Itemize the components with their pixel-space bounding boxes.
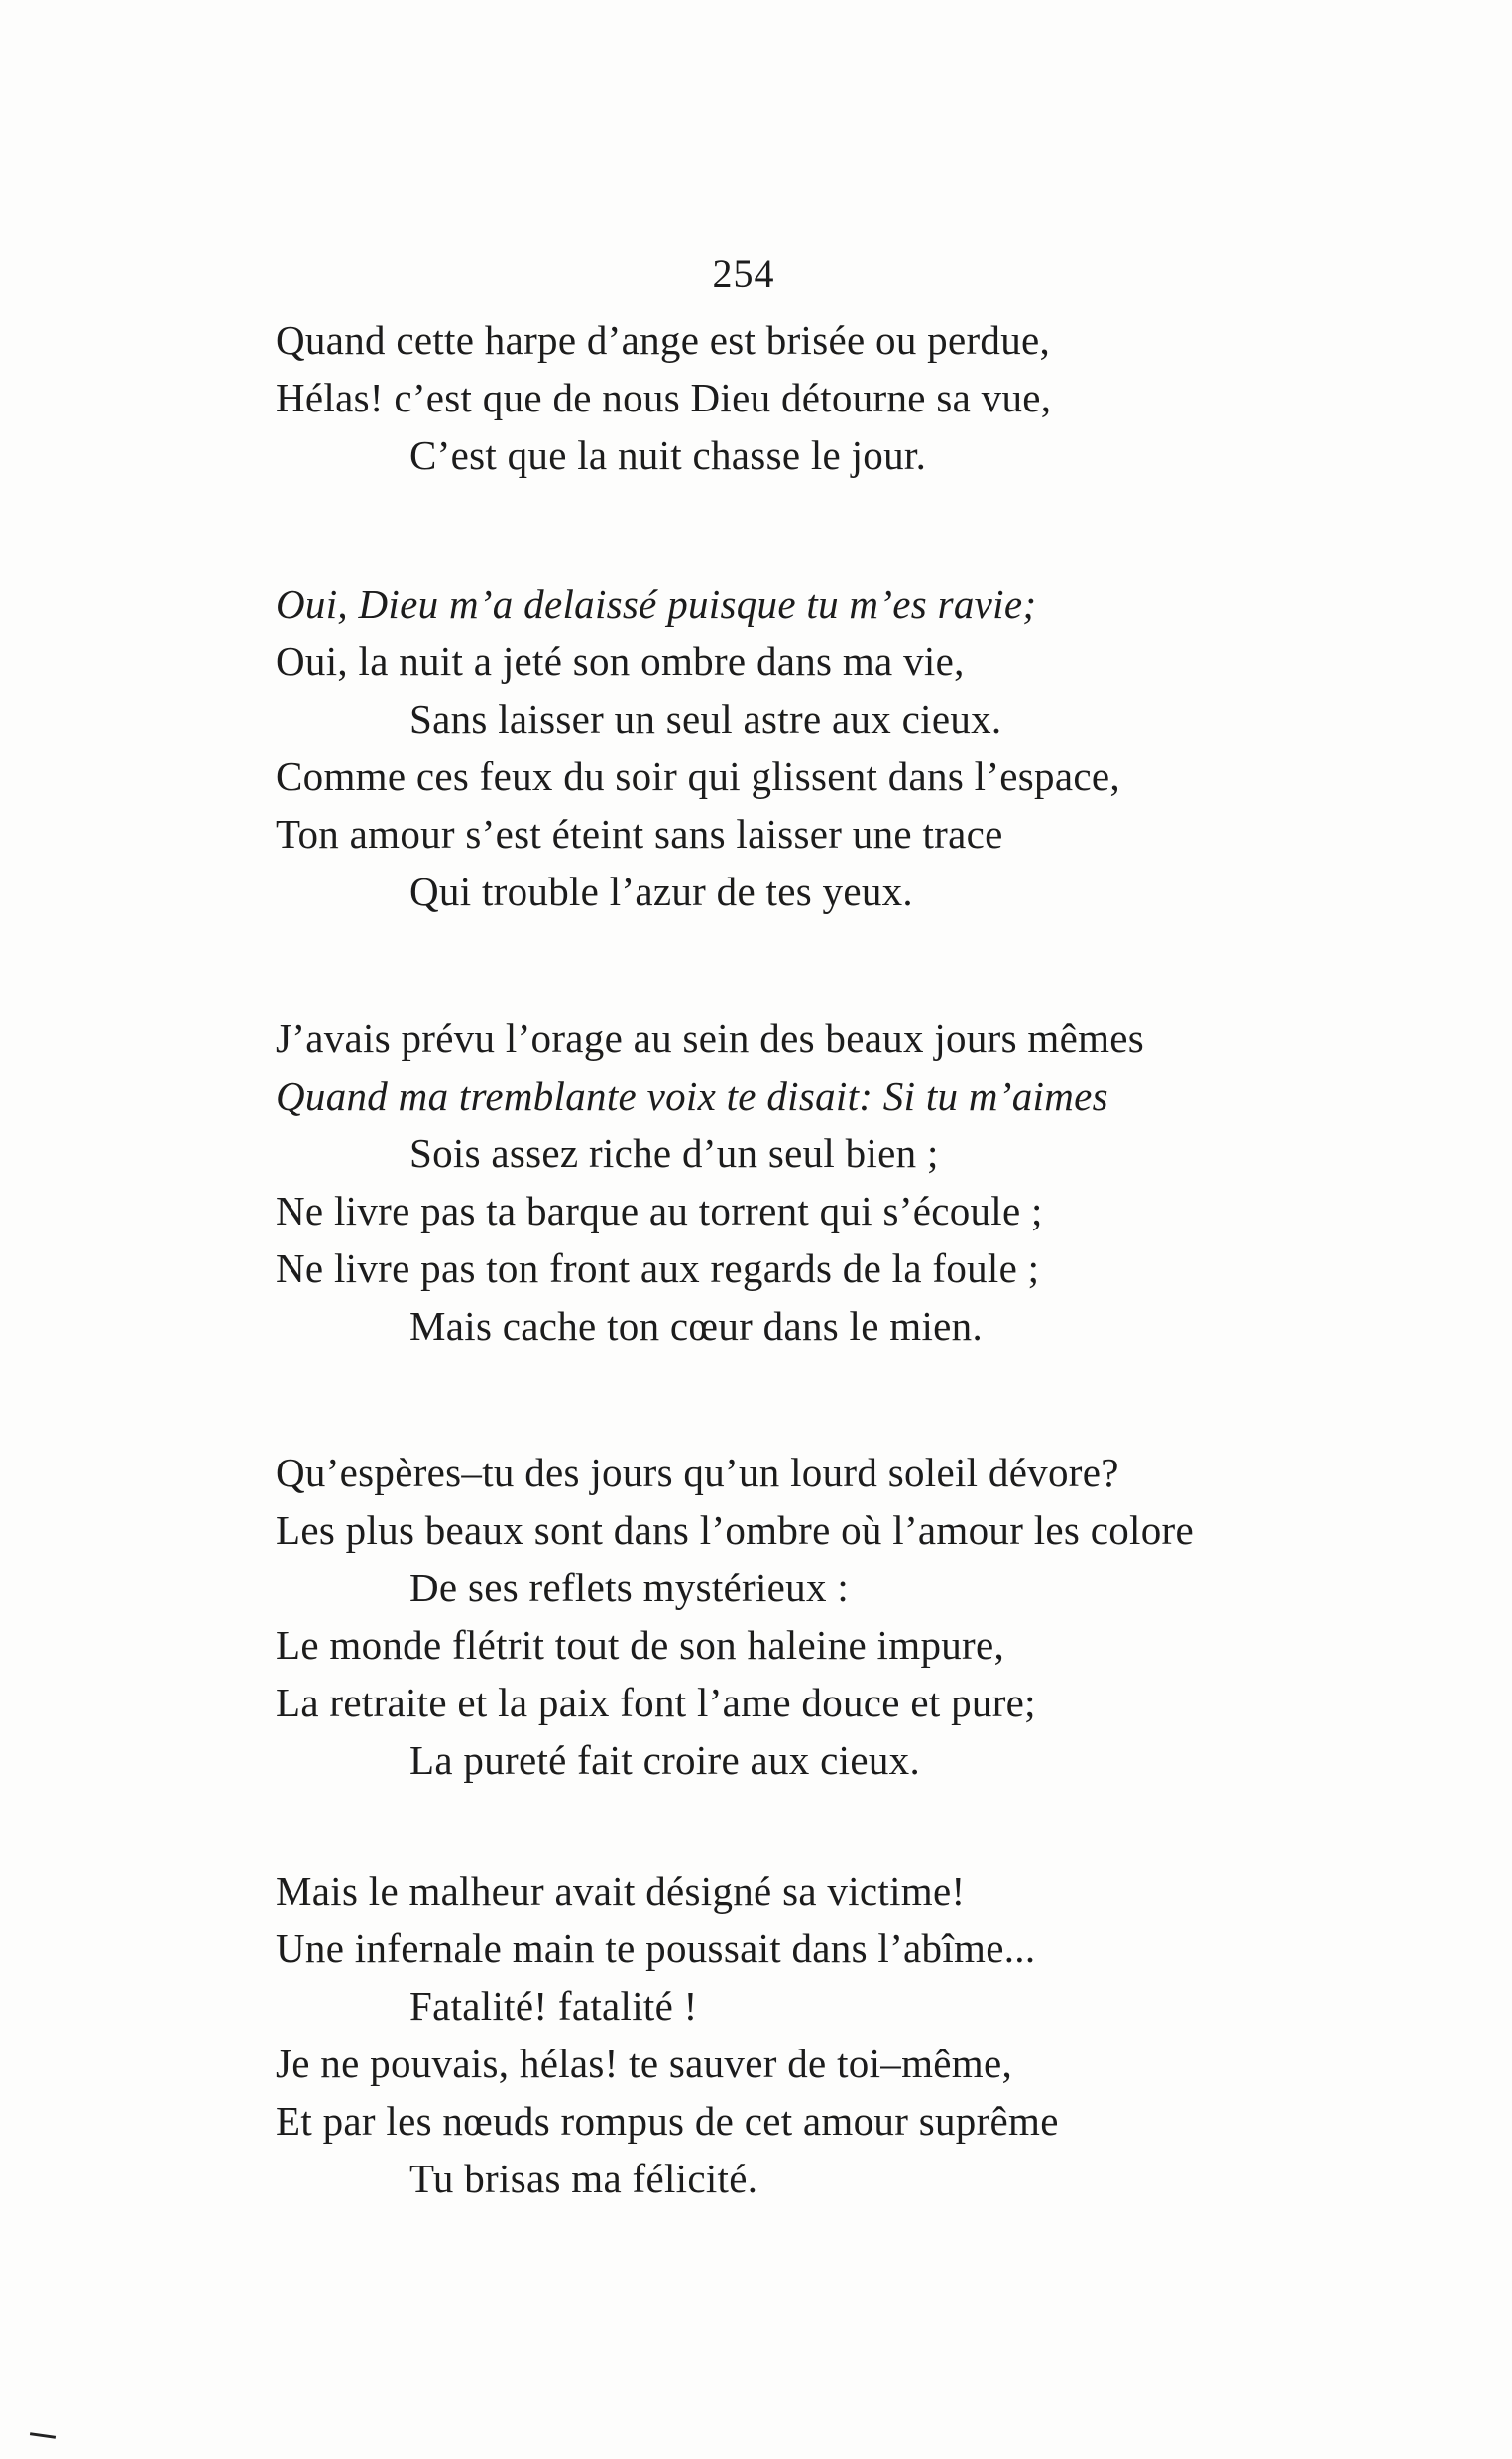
verse-line: La retraite et la paix font l’ame douce et pure; [276,1680,1036,1725]
verse-line: J’avais prévu l’orage au sein des beaux jours mêmes [276,1015,1145,1061]
verse-line: Sans laisser un seul astre aux cieux. [409,696,1002,742]
verse-line: Quand ma tremblante voix te disait: Si tu m’aimes [276,1073,1108,1118]
verse-line: Ne livre pas ta barque au torrent qui s’écoule ; [276,1188,1043,1233]
verse-line: Fatalité! fatalité ! [409,1983,698,2029]
verse-line: Hélas! c’est que de nous Dieu détourne sa vue, [276,375,1052,420]
verse-line: La pureté fait croire aux cieux. [409,1737,920,1783]
verse-line: Je ne pouvais, hélas! te sauver de toi–même, [276,2041,1012,2086]
verse-line: Sois assez riche d’un seul bien ; [409,1130,939,1176]
verse-line: Mais cache ton cœur dans le mien. [409,1303,984,1348]
verse-line: Qui trouble l’azur de tes yeux. [409,869,913,914]
verse-line: Ton amour s’est éteint sans laisser une trace [276,811,1003,857]
verse-line: Tu brisas ma félicité. [409,2156,758,2201]
verse-line: Oui, Dieu m’a delaissé puisque tu m’es ravie; [276,581,1037,627]
verse-line: Quand cette harpe d’ange est brisée ou perdue, [276,317,1051,363]
verse-line: C’est que la nuit chasse le jour. [409,432,927,478]
verse-line: Et par les nœuds rompus de cet amour suprême [276,2098,1059,2144]
verse-line: Le monde flétrit tout de son haleine impure, [276,1622,1005,1668]
verse-line: Mais le malheur avait désigné sa victime! [276,1868,966,1914]
verse-line: Les plus beaux sont dans l’ombre où l’amour les colore [276,1507,1194,1553]
verse-line: Qu’espères–tu des jours qu’un lourd soleil dévore? [276,1450,1119,1495]
verse-line: Oui, la nuit a jeté son ombre dans ma vie, [276,639,965,684]
verse-line: De ses reflets mystérieux : [409,1565,850,1610]
page-number: 254 [712,251,775,295]
verse-line: Comme ces feux du soir qui glissent dans l’espace, [276,754,1120,799]
page-edge-mark [30,2432,56,2439]
verse-line: Une infernale main te poussait dans l’abîme... [276,1926,1036,1971]
verse-line: Ne livre pas ton front aux regards de la foule ; [276,1245,1040,1291]
